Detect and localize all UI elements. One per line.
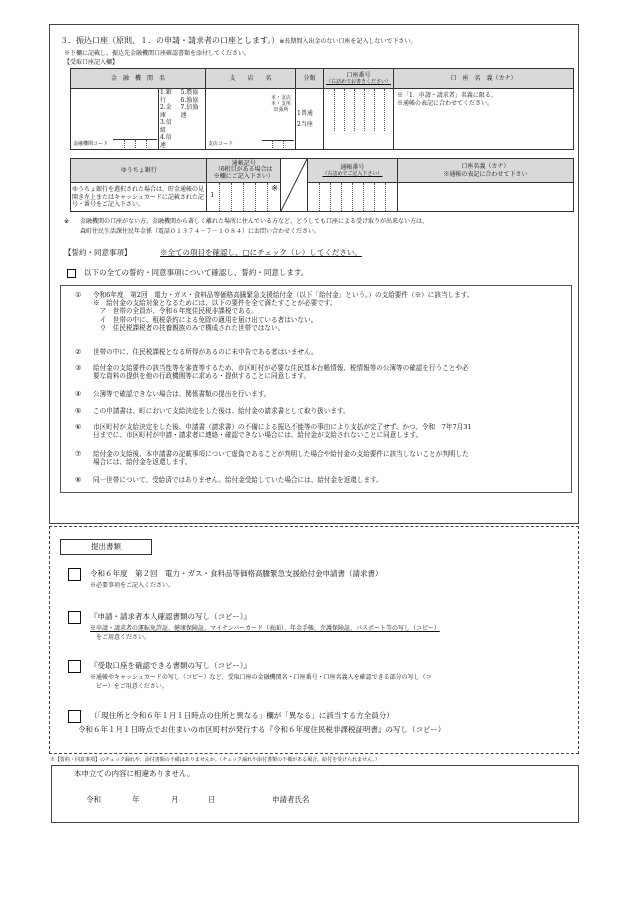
pledge-line: 給付金の支給要件の該当性等を審査等するため、市区町村が必要な住民基本台帳情報、税情報等の公簿等の確認を行うことや必 (93, 364, 469, 372)
branch-code-label: 支店コード (208, 140, 234, 147)
yucho-code-input[interactable] (207, 183, 281, 212)
notice-line-2: 森町住民生活課住民年金係（電話０１３７４－７－１０８４）にお問い合わせください。 (80, 228, 321, 235)
yucho-number-sub: （右詰めでご記入下さい） (322, 171, 383, 178)
branch-header: 支 店 名 (229, 74, 272, 82)
doc-sub: 令和６年１月１日時点でお住まいの市区町村が発行する『令和６年度住民税非課税証明書』の写し（コピー） (78, 725, 446, 734)
pledge-agree-checkbox[interactable] (67, 269, 76, 278)
yucho-code-sub2: ※欄にご記入下さい） (213, 173, 274, 181)
doc-checkbox[interactable] (68, 710, 81, 723)
holder-note-1: ※「1．申請・請求者」名義に限る。 (397, 92, 497, 99)
pledge-line: イ 世帯の中に、租税条約による免除の適用を届け出ている者はいない。 (93, 315, 318, 324)
account-category-select[interactable] (296, 89, 324, 150)
doc-sub: ピー）をご用意ください。 (90, 683, 168, 690)
bank-type-shinkumi: 3.信組 (160, 119, 172, 134)
pledge-number: ④ (75, 390, 82, 398)
pledge-number: ⑥ (75, 423, 82, 431)
pledge-line: この申請書は、町において支給決定をした後は、給付金の請求書として取り扱います。 (93, 407, 350, 415)
account-number-sub: （右詰めでお書きください） (325, 79, 391, 86)
branch-type-honshisho: 本・支所 (270, 101, 291, 107)
bank-type-kinko: 2.金庫 (160, 104, 172, 119)
yucho-holder-label: 口座名義（カナ） (461, 163, 510, 171)
doc-main: （「現住所と令和６年１月１日時点の住所と異なる」欄が「異なる」に該当する方全員分） (90, 711, 394, 720)
pledge-line: ウ 住民税課税者の扶養親族のみで構成された世帯ではない。 (93, 323, 285, 332)
pledge-line: 要な資料の提供を他の行政機関等に求める・提供することに同意します。 (93, 372, 311, 381)
bank-code-label: 金融機関コード (73, 140, 109, 147)
pledge-line: 同一世帯について、受給済ではありません。給付金受給していた場合には、給付金を返還します。 (93, 476, 383, 484)
pledge-label: 【誓約・同意事項】 (64, 248, 132, 257)
yucho-table (70, 158, 574, 212)
yucho-holder-input[interactable] (397, 183, 573, 212)
holder-note-2: ※通帳の表記に合わせてください。 (397, 99, 494, 107)
pledge-agree-text: 以下の全ての誓約・同意事項について確認し、誓約・同意します。 (84, 268, 309, 277)
bank-type-shinren: 4.信連 (160, 134, 172, 149)
pledge-number: ② (75, 348, 82, 356)
doc-sub: をご用意ください。 (90, 634, 151, 641)
diagonal-slash (281, 159, 307, 211)
doc-main: 『受取口座を確認できる書類の写し（コピー）』 (90, 661, 251, 670)
yucho-holder-note: ※通帳の表記に合わせて下さい (443, 170, 528, 178)
pledge-line: 世帯の中に、住民税課税となる所得があるのに未申告である者はいません。 (93, 348, 318, 356)
holder-header: 口 座 名 義（カナ） (450, 74, 517, 82)
category-header: 分類 (303, 74, 316, 82)
bank-type-list (159, 89, 206, 150)
section3-title-note: ※長期間入出金のない口座を記入しないで下さい。 (279, 38, 417, 45)
notice-line-1: 金融機関の口座がない方、金融機関から著しく離れた場所に住んでいる方など、どうしても口座による受け取りが出来ない方は、 (80, 218, 429, 225)
pledge-list (60, 285, 572, 493)
pledge-number: ① (75, 291, 82, 299)
pledge-line: ※ 給付金の支給対象となるためには、以下の要件を全て満たすことが必要です。 (93, 299, 337, 308)
yucho-code-mark: ※ (271, 184, 279, 194)
doc-sub: ※申請・請求者の運転免許証、健康保険証、マイナンバーカード（表面）、年金手帳、介護保険証、パスポート等の写し（コピー） (90, 625, 440, 632)
account-holder-input[interactable] (394, 89, 574, 150)
pledge-line: ア 世帯の全員が、令和６年度住民税非課税である。 (93, 307, 258, 316)
doc-main: 令和６年度 第２回 電力・ガス・食料品等価格高騰緊急支援給付金申請書（請求書） (90, 569, 383, 578)
sign-year: 年 (132, 795, 140, 804)
account-number-header: 口座番号 (346, 71, 371, 79)
bank-type-gyokyo: 6.漁協 (180, 96, 199, 104)
doc-sub: ※必要事項をご記入ください。 (90, 582, 175, 589)
section3-subnote: ※下欄に記載し、振込先金融機関口座確認書類を添付してください。 (64, 50, 251, 57)
sign-name-label: 申請者氏名 (272, 795, 310, 804)
yucho-code-sub1: （6桁目がある場合は (214, 166, 273, 174)
yucho-note: ゆうちょ銀行を選択された場合は、貯金通帳の見開き左上またはキャッシュカードに記載された記号・番号をご記入下さい。 (71, 183, 207, 212)
pledge-line: 場合には、給付金を返還します。 (93, 458, 192, 467)
yucho-slash-cell (281, 159, 308, 212)
pledge-number: ⑧ (75, 476, 82, 484)
bank-type-shingyoren: 7.信漁連 (180, 104, 199, 119)
bank-type-bank: 1.銀行 (160, 89, 172, 104)
category-toza: 2当座 (297, 121, 313, 128)
sign-statement: 本申立ての内容に相違ありません。 (74, 769, 195, 778)
yucho-code-first: 1 (210, 192, 215, 200)
doc-checkbox[interactable] (68, 611, 81, 624)
section3-heading (60, 36, 416, 46)
notice-mark: ※ (64, 218, 70, 225)
doc-checkbox[interactable] (68, 660, 81, 673)
pledge-instruction: ※全ての項目を確認し、□にチェック（レ）してください。 (160, 248, 362, 257)
bank-name-header: 金 融 機 関 名 (110, 74, 165, 82)
doc-checkbox[interactable] (68, 568, 81, 581)
branch-type-shutchojo: 出張所 (273, 107, 289, 113)
section3-bracket: 【受取口座記入欄】 (64, 59, 119, 66)
pledge-number: ⑦ (75, 450, 82, 458)
yucho-code-label: 通帳記号 (231, 159, 256, 167)
account-number-input[interactable] (324, 89, 394, 150)
category-futsu: 1普通 (297, 109, 313, 117)
pledge-line: 市区町村が支給決定をした後、申請書（請求書）の不備による振込不能等の事由により支払が完了せず、かつ、令和 7年7月31 (93, 423, 472, 431)
branch-name-input[interactable] (206, 89, 296, 150)
doc-sub: ※通帳やキャッシュカードの写し（コピー）など、受取口座の金融機関名・口座番号・口座名義人を確認できる部分の写し（コ (90, 674, 432, 681)
bank-name-input[interactable] (71, 89, 159, 150)
section3-title: ３．振込口座（原則、１．の申請・請求者の口座とします。） (60, 36, 280, 45)
pledge-number: ③ (75, 364, 82, 372)
bank-account-table (70, 68, 574, 150)
doc-main: 『申請・請求者本人確認書類の写し（コピー）』 (90, 612, 251, 621)
pledge-line: 公簿等で確認できない場合は、関係書類の提出を行います。 (93, 390, 271, 398)
pledge-number: ⑤ (75, 407, 82, 415)
yucho-number-input[interactable] (308, 183, 398, 212)
docs-title: 提出書類 (60, 539, 152, 555)
bank-type-nokyo: 5.農協 (180, 89, 199, 96)
pledge-line: 令和6年度 第2回 電力・ガス・食料品等価格高騰緊急支援給付金（以下「給付金」という。）の支給要件（※）に該当します。 (93, 291, 474, 299)
sign-month: 月 (171, 795, 179, 804)
footnote: ※【誓約・同意事項】のチェック漏れや、添付書類の不備はありませんか。（チェック漏れや添付書類の不備がある場合、給付を受けられません。） (50, 757, 380, 763)
pledge-line: 給付金の支給後、本申請書の記載事項について虚偽であることが判明した場合や給付金の支給要件に該当しないことが判明した (93, 450, 469, 458)
sign-era: 令和 (86, 795, 101, 804)
yucho-title: ゆうちょ銀行 (120, 166, 157, 174)
pledge-line: 日までに、市区町村が申請・請求者に連絡・確認できない場合には、給付金が支給されないことに同意します。 (93, 431, 423, 440)
yucho-number-label: 通帳番号 (340, 163, 365, 171)
branch-type-honshiten: 本・支店 (270, 95, 291, 101)
applicant-name-field[interactable] (330, 790, 570, 806)
sign-day: 日 (208, 795, 216, 804)
